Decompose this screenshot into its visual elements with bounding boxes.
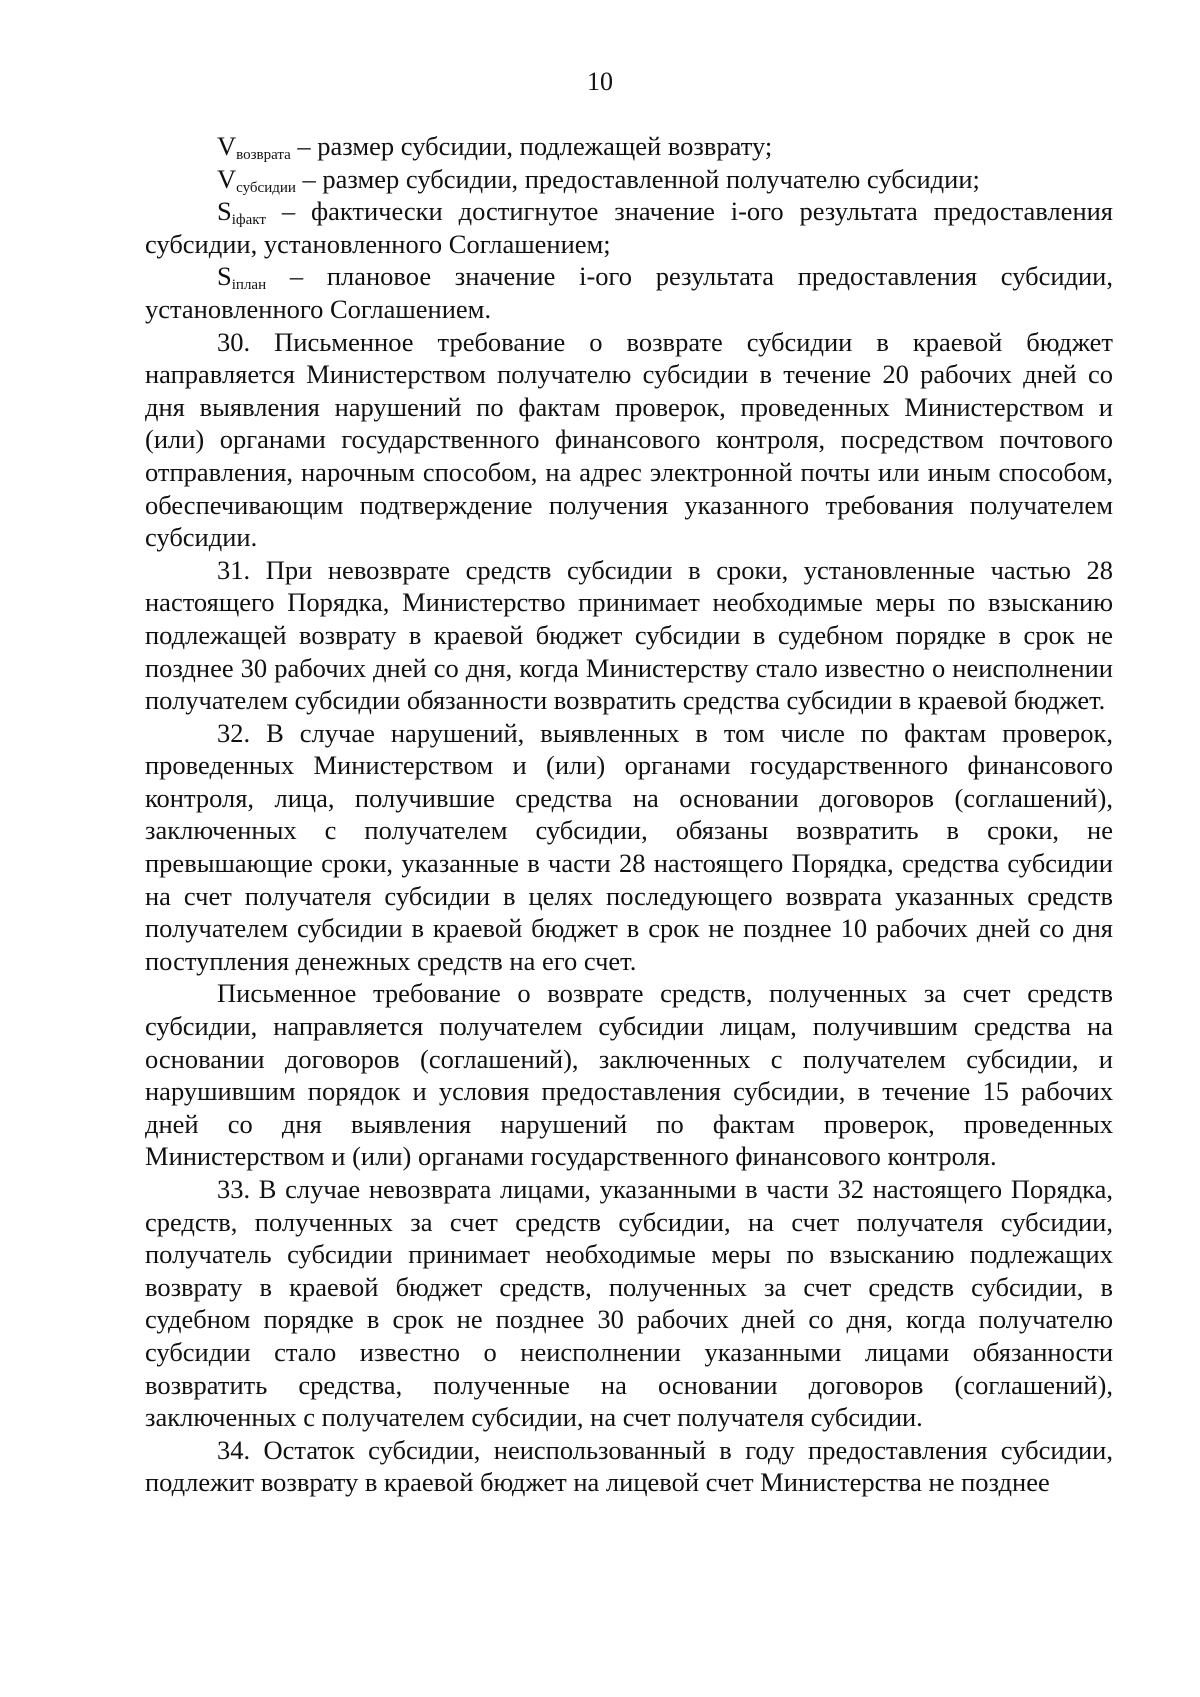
formula-subscript: iплан bbox=[231, 277, 267, 294]
definition-text: – плановое значение i-ого результата предоставления субсидии, установленного Соглашением. bbox=[145, 261, 1113, 324]
definition-s-plan bbox=[145, 260, 1113, 325]
formula-symbol: S bbox=[217, 196, 232, 227]
definition-v-return bbox=[145, 130, 1113, 163]
page-number: 10 bbox=[587, 67, 613, 96]
paragraph-34: 34. Остаток субсидии, неиспользованный в году предоставления субсидии, подлежит возврату в краевой бюджет на лицевой счет Министерства не позднее bbox=[145, 1434, 1113, 1498]
definition-s-fact bbox=[145, 195, 1113, 260]
formula-subscript: iфакт bbox=[231, 212, 266, 229]
formula-subscript: субсидии bbox=[236, 179, 296, 196]
definition-text: – фактически достигнутое значение i-ого результата предоставления субсидии, установленного Соглашением; bbox=[145, 196, 1113, 259]
definition-v-subsidy bbox=[145, 163, 1113, 196]
paragraph-30: 30. Письменное требование о возврате субсидии в краевой бюджет направляется Министерством получателю субсидии в течение 20 рабочих дней со дня выявления нарушений по фактам проверок, проведенных Министерством и (или) органами государственного финансового контроля, посредством почтового отправления, нарочным способом, на адрес электронной почты или иным способом, обеспечивающим подтверждение получения указанного требования получателем субсидии. bbox=[145, 326, 1113, 553]
definition-text: – размер субсидии, подлежащей возврату; bbox=[290, 131, 773, 161]
paragraph-32: 32. В случае нарушений, выявленных в том числе по фактам проверок, проведенных Министерством и (или) органами государственного финансового контроля, лица, получившие средства на основании договоров (соглашений), заключенных с получателем субсидии, обязаны возвратить в сроки, не превышающие сроки, указанные в части 28 настоящего Порядка, средства субсидии на счет получателя субсидии в целях последующего возврата указанных средств получателем субсидии в краевой бюджет в срок не позднее 10 рабочих дней со дня поступления денежных средств на его счет. bbox=[145, 717, 1113, 976]
definition-text: – размер субсидии, предоставленной получателю субсидии; bbox=[295, 163, 980, 194]
formula-subscript: возврата bbox=[236, 147, 291, 163]
formula-symbol: V bbox=[217, 131, 237, 161]
document-body bbox=[145, 130, 1113, 1499]
formula-symbol: V bbox=[217, 163, 237, 194]
formula-symbol: S bbox=[217, 261, 232, 292]
paragraph-33: 33. В случае невозврата лицами, указанными в части 32 настоящего Порядка, средств, полученных за счет средств субсидии, на счет получателя субсидии, получатель субсидии принимает необходимые меры по взысканию подлежащих возврату в краевой бюджет средств, полученных за счет средств субсидии, в судебном порядке в срок не позднее 30 рабочих дней со дня, когда получателю субсидии стало известно о неисполнении указанными лицами обязанности возвратить средства, полученные на основании договоров (соглашений), заключенных с получателем субсидии, на счет получателя субсидии. bbox=[145, 1174, 1113, 1433]
paragraph-31: 31. При невозврате средств субсидии в сроки, установленные частью 28 настоящего Порядка, Министерство принимает необходимые меры по взысканию подлежащей возврату в краевой бюджет субсидии в судебном порядке в срок не позднее 30 рабочих дней со дня, когда Министерству стало известно о неисполнении получателем субсидии обязанности возвратить средства субсидии в краевой бюджет. bbox=[145, 554, 1113, 716]
paragraph-32-continuation: Письменное требование о возврате средств, полученных за счет средств субсидии, направляется получателем субсидии лицам, получившим средства на основании договоров (соглашений), заключенных с получателем субсидии, и нарушившим порядок и условия предоставления субсидии, в течение 15 рабочих дней со дня выявления нарушений по фактам проверок, проведенных Министерством и (или) органами государственного финансового контроля. bbox=[145, 978, 1113, 1172]
